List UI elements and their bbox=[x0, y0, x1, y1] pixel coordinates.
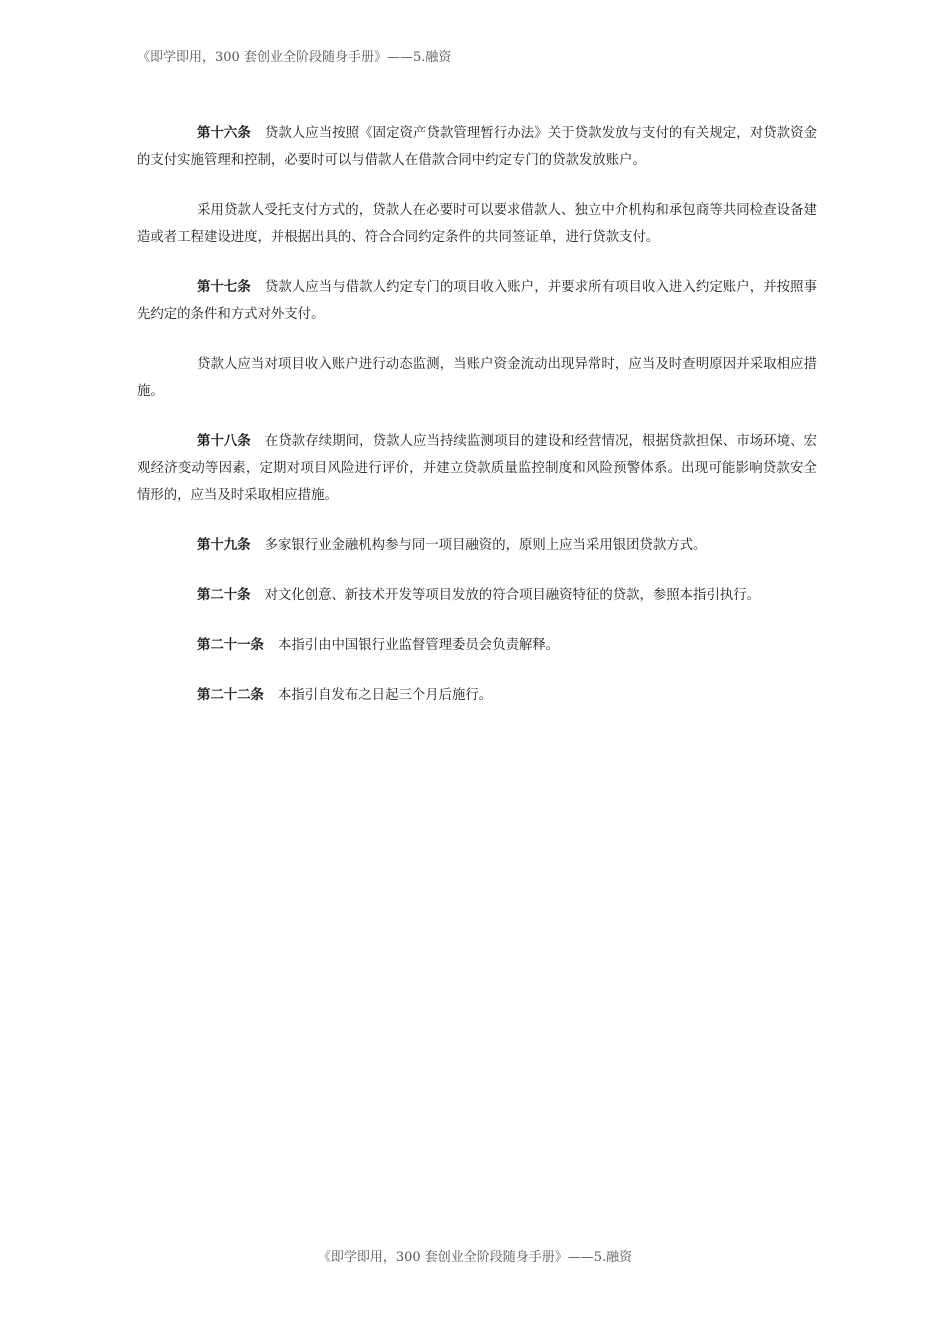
article-22 bbox=[137, 682, 817, 709]
article-text: 贷款人应当对项目收入账户进行动态监测，当账户资金流动出现异常时，应当及时查明原因并采取相应措施。 bbox=[137, 357, 817, 399]
article-17-para-2 bbox=[137, 351, 817, 405]
page-footer: 《即学即用，300 套创业全阶段随身手册》——5.融资 bbox=[317, 1250, 633, 1265]
article-17 bbox=[137, 274, 817, 328]
page-header: 《即学即用，300 套创业全阶段随身手册》——5.融资 bbox=[137, 50, 452, 65]
article-number: 第十八条 bbox=[197, 433, 251, 449]
article-text: 在贷款存续期间，贷款人应当持续监测项目的建设和经营情况，根据贷款担保、市场环境、宏观经济变动等因素，定期对项目风险进行评价，并建立贷款质量监控制度和风险预警体系。出现可能影响贷款安全情形的，应当及时采取相应措施。 bbox=[137, 434, 817, 503]
article-number: 第十六条 bbox=[197, 125, 251, 141]
article-text: 贷款人应当与借款人约定专门的项目收入账户，并要求所有项目收入进入约定账户，并按照事先约定的条件和方式对外支付。 bbox=[137, 280, 817, 322]
article-text: 对文化创意、新技术开发等项目发放的符合项目融资特征的贷款，参照本指引执行。 bbox=[264, 588, 761, 603]
article-number: 第十七条 bbox=[197, 279, 251, 295]
article-16 bbox=[137, 120, 817, 174]
article-text: 本指引由中国银行业监督管理委员会负责解释。 bbox=[277, 638, 560, 653]
article-number: 第二十一条 bbox=[197, 637, 264, 653]
article-number: 第十九条 bbox=[197, 537, 251, 553]
article-text: 多家银行业金融机构参与同一项目融资的，原则上应当采用银团贷款方式。 bbox=[264, 538, 707, 553]
article-text: 采用贷款人受托支付方式的，贷款人在必要时可以要求借款人、独立中介机构和承包商等共同检查设备建造或者工程建设进度，并根据出具的、符合合同约定条件的共同签证单，进行贷款支付。 bbox=[137, 203, 817, 245]
article-text: 本指引自发布之日起三个月后施行。 bbox=[277, 688, 493, 703]
article-number: 第二十二条 bbox=[197, 687, 264, 703]
article-text: 贷款人应当按照《固定资产贷款管理暂行办法》关于贷款发放与支付的有关规定，对贷款资金的支付实施管理和控制，必要时可以与借款人在借款合同中约定专门的贷款发放账户。 bbox=[137, 126, 817, 168]
article-20 bbox=[137, 582, 817, 609]
document-body bbox=[137, 120, 817, 732]
article-number: 第二十条 bbox=[197, 587, 251, 603]
article-18 bbox=[137, 428, 817, 509]
article-19 bbox=[137, 532, 817, 559]
article-21 bbox=[137, 632, 817, 659]
article-16-para-2 bbox=[137, 197, 817, 251]
